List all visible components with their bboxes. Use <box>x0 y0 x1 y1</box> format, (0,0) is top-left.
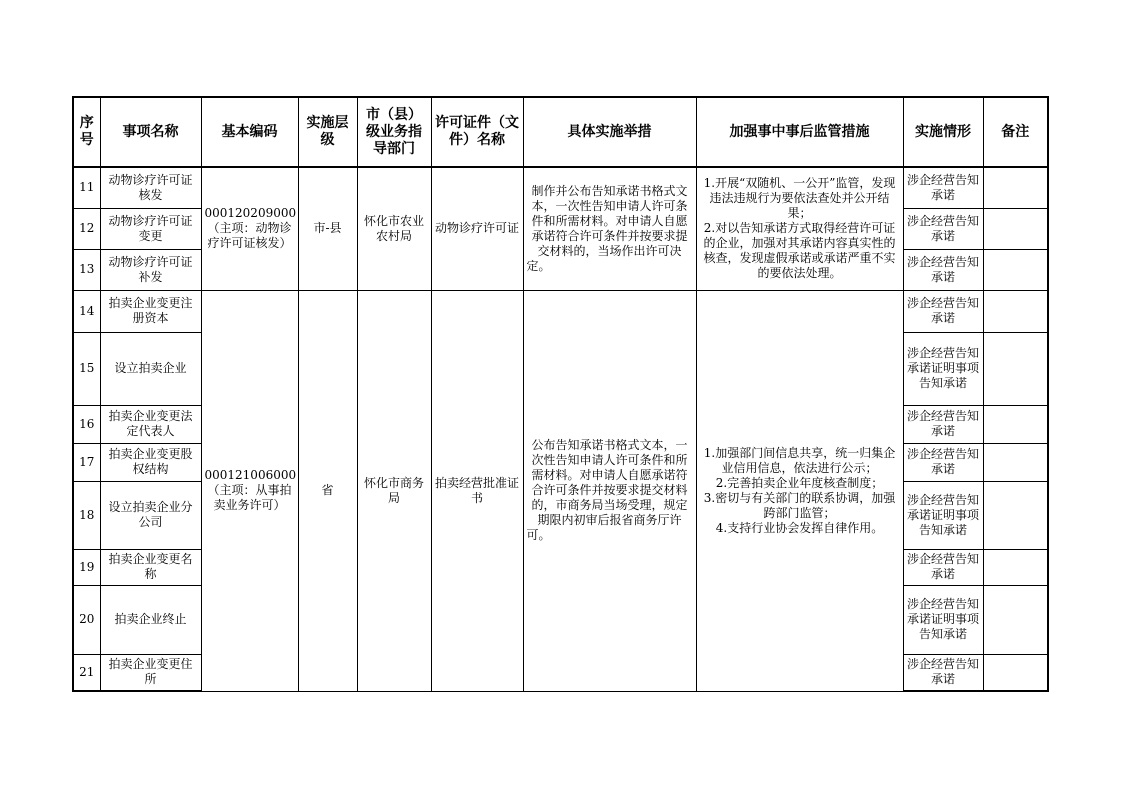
cell-license: 动物诊疗许可证 <box>431 167 523 290</box>
cell-measures: 制作并公布告知承诺书格式文本，一次性告知申请人许可条件和所需材料。对申请人自愿承诺符合许可条件并按要求提交材料的，当场作出许可决定。 <box>523 167 696 290</box>
cell-name: 拍卖企业变更注册资本 <box>100 290 201 332</box>
cell-license: 拍卖经营批准证书 <box>431 290 523 691</box>
header-license: 许可证件（文件）名称 <box>431 97 523 167</box>
cell-seq: 13 <box>73 249 100 290</box>
cell-remarks <box>983 654 1048 691</box>
header-dept: 市（县）级业务指导部门 <box>357 97 431 167</box>
header-level: 实施层级 <box>298 97 357 167</box>
header-status: 实施情形 <box>903 97 983 167</box>
cell-seq: 18 <box>73 481 100 549</box>
header-row <box>73 97 1048 167</box>
header-code: 基本编码 <box>201 97 298 167</box>
cell-seq: 20 <box>73 585 100 654</box>
cell-status: 涉企经营告知承诺 <box>903 249 983 290</box>
cell-remarks <box>983 208 1048 249</box>
cell-status: 涉企经营告知承诺 <box>903 208 983 249</box>
cell-dept: 怀化市农业农村局 <box>357 167 431 290</box>
cell-name: 拍卖企业变更股权结构 <box>100 443 201 481</box>
cell-name: 拍卖企业终止 <box>100 585 201 654</box>
cell-status: 涉企经营告知承诺 <box>903 443 983 481</box>
cell-level: 市-县 <box>298 167 357 290</box>
header-name: 事项名称 <box>100 97 201 167</box>
cell-name: 动物诊疗许可证变更 <box>100 208 201 249</box>
cell-remarks <box>983 405 1048 443</box>
cell-seq: 15 <box>73 332 100 405</box>
cell-name: 拍卖企业变更住所 <box>100 654 201 691</box>
cell-seq: 17 <box>73 443 100 481</box>
cell-seq: 11 <box>73 167 100 208</box>
cell-seq: 14 <box>73 290 100 332</box>
table-row <box>73 167 1048 208</box>
cell-supervision: 1.加强部门间信息共享，统一归集企业信用信息，依法进行公示； 2.完善拍卖企业年度核查制度； 3.密切与有关部门的联系协调，加强跨部门监管； 4.支持行业协会发挥自律作用。 <box>696 290 903 691</box>
cell-status: 涉企经营告知承诺 <box>903 549 983 585</box>
cell-remarks <box>983 249 1048 290</box>
cell-remarks <box>983 167 1048 208</box>
cell-remarks <box>983 585 1048 654</box>
cell-status: 涉企经营告知承诺证明事项告知承诺 <box>903 481 983 549</box>
cell-remarks <box>983 290 1048 332</box>
licensing-table <box>72 96 1049 692</box>
cell-seq: 16 <box>73 405 100 443</box>
cell-status: 涉企经营告知承诺证明事项告知承诺 <box>903 585 983 654</box>
cell-status: 涉企经营告知承诺 <box>903 167 983 208</box>
cell-name: 动物诊疗许可证核发 <box>100 167 201 208</box>
cell-code: 000120209000（主项：动物诊疗许可证核发） <box>201 167 298 290</box>
header-remarks: 备注 <box>983 97 1048 167</box>
cell-measures: 公布告知承诺书格式文本，一次性告知申请人许可条件和所需材料。对申请人自愿承诺符合许可条件并按要求提交材料的，市商务局当场受理，规定期限内初审后报省商务厅许可。 <box>523 290 696 691</box>
cell-name: 设立拍卖企业 <box>100 332 201 405</box>
cell-seq: 12 <box>73 208 100 249</box>
header-measures: 具体实施举措 <box>523 97 696 167</box>
cell-seq: 21 <box>73 654 100 691</box>
cell-name: 动物诊疗许可证补发 <box>100 249 201 290</box>
cell-name: 拍卖企业变更法定代表人 <box>100 405 201 443</box>
cell-status: 涉企经营告知承诺 <box>903 290 983 332</box>
cell-dept: 怀化市商务局 <box>357 290 431 691</box>
cell-status: 涉企经营告知承诺证明事项告知承诺 <box>903 332 983 405</box>
header-supervision: 加强事中事后监管措施 <box>696 97 903 167</box>
table-row <box>73 290 1048 332</box>
cell-status: 涉企经营告知承诺 <box>903 405 983 443</box>
cell-remarks <box>983 481 1048 549</box>
cell-status: 涉企经营告知承诺 <box>903 654 983 691</box>
cell-name: 拍卖企业变更名称 <box>100 549 201 585</box>
cell-remarks <box>983 443 1048 481</box>
cell-level: 省 <box>298 290 357 691</box>
cell-supervision: 1.开展“双随机、一公开”监管，发现违法违规行为要依法查处并公开结果； 2.对以告知承诺方式取得经营许可证的企业，加强对其承诺内容真实性的核查，发现虚假承诺或承诺严重不实的要依法处理。 <box>696 167 903 290</box>
cell-remarks <box>983 549 1048 585</box>
header-seq: 序号 <box>73 97 100 167</box>
cell-seq: 19 <box>73 549 100 585</box>
cell-remarks <box>983 332 1048 405</box>
cell-name: 设立拍卖企业分公司 <box>100 481 201 549</box>
cell-code: 000121006000（主项：从事拍卖业务许可） <box>201 290 298 691</box>
